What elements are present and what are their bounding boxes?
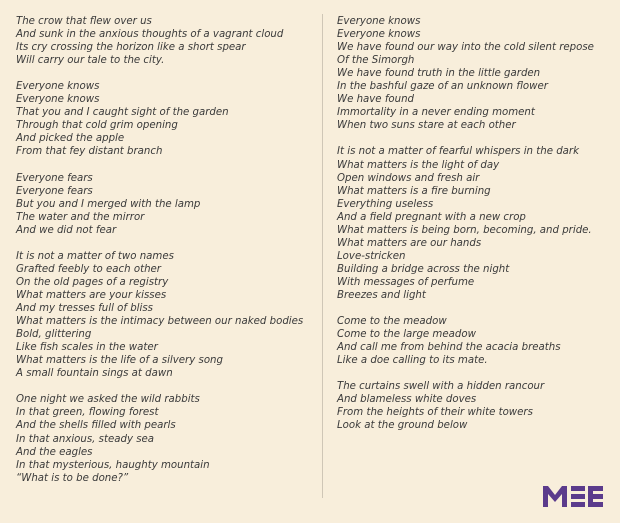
- poem-line: The curtains swell with a hidden rancour: [337, 381, 545, 393]
- poem-line: On the old pages of a registry: [16, 276, 169, 288]
- poem-line: With messages of perfume: [337, 276, 475, 288]
- poem-line: What matters is a fire burning: [337, 185, 491, 197]
- poem-line: Immortality in a never ending moment: [337, 107, 535, 119]
- poem-line: It is not a matter of fearful whispers in the dark: [337, 146, 579, 158]
- poem-line: In that mysterious, haughty mountain: [16, 459, 210, 471]
- poem-line: And a field pregnant with a new crop: [337, 211, 526, 223]
- poem-line: We have found truth in the little garden: [337, 68, 541, 80]
- poem-line: “What is to be done?”: [16, 472, 129, 484]
- poem-line: Everyone knows: [337, 29, 421, 41]
- stanza: [16, 15, 312, 67]
- poem-line: What matters are your kisses: [16, 289, 167, 301]
- poem-line: What matters is the intimacy between our naked bodies: [16, 316, 304, 328]
- poem-line: Of the Simorgh: [337, 55, 415, 67]
- poem-line: Grafted feebly to each other: [16, 263, 161, 275]
- poem-line: What matters are our hands: [337, 237, 482, 249]
- poem-line: When two suns stare at each other: [337, 120, 516, 132]
- poem-line: Breezes and light: [337, 289, 426, 301]
- poem-line: The crow that flew over us: [16, 16, 152, 27]
- stanza: [16, 250, 312, 380]
- poem-line: From the heights of their white towers: [337, 407, 533, 419]
- poem-line: Bold, glittering: [16, 329, 92, 341]
- poem-line: Will carry our tale to the city.: [16, 55, 165, 67]
- poem-line: Like fish scales in the water: [16, 342, 158, 354]
- poem-line: One night we asked the wild rabbits: [16, 394, 200, 406]
- poem-line: And picked the apple: [16, 133, 125, 145]
- poem-line: Everyone fears: [16, 185, 93, 197]
- stanza: [337, 15, 607, 132]
- poem-right-column: [337, 15, 607, 446]
- stanza: [16, 172, 312, 237]
- poem-line: And sunk in the anxious thoughts of a vagrant cloud: [16, 29, 284, 41]
- poem-line: And blameless white doves: [337, 394, 477, 406]
- poem-line: Through that cold grim opening: [16, 120, 178, 132]
- poem-line: Everyone knows: [16, 81, 100, 93]
- poem-line: Come to the meadow: [337, 316, 447, 328]
- poem-line: But you and I merged with the lamp: [16, 198, 201, 210]
- stanza: [337, 380, 607, 432]
- poem-line: Come to the large meadow: [337, 329, 476, 341]
- stanza: [337, 145, 607, 302]
- poem-line: In that green, flowing forest: [16, 407, 159, 419]
- poem-line: What matters is being born, becoming, and pride.: [337, 224, 592, 236]
- poem-line: And we did not fear: [16, 224, 117, 236]
- stanza: [337, 315, 607, 367]
- column-divider: [322, 14, 323, 498]
- poem-left-column: [16, 15, 312, 498]
- poem-line: From that fey distant branch: [16, 146, 163, 158]
- stanza: [16, 80, 312, 158]
- poem-line: Everything useless: [337, 198, 434, 210]
- poem-line: A small fountain sings at dawn: [16, 368, 173, 380]
- poem-line: Open windows and fresh air: [337, 172, 480, 184]
- poem-line: It is not a matter of two names: [16, 250, 174, 262]
- poem-line: Love-stricken: [337, 250, 406, 262]
- poem-line: What matters is the life of a silvery song: [16, 355, 223, 367]
- poem-line: And my tresses full of bliss: [16, 303, 153, 315]
- poem-line: Everyone knows: [16, 94, 100, 106]
- poem-line: And the shells filled with pearls: [16, 420, 176, 432]
- poem-line: We have found our way into the cold silent repose: [337, 42, 594, 54]
- stanza: [16, 393, 312, 484]
- poem-line: Everyone knows: [337, 16, 421, 27]
- poem-line: In the bashful gaze of an unknown flower: [337, 81, 548, 93]
- poem-line: Its cry crossing the horizon like a short spear: [16, 42, 246, 54]
- poem-line: What matters is the light of day: [337, 159, 500, 171]
- poem-line: Building a bridge across the night: [337, 263, 510, 275]
- poem-line: Look at the ground below: [337, 420, 468, 432]
- poem-line: That you and I caught sight of the garden: [16, 107, 229, 119]
- poem-line: We have found: [337, 94, 415, 106]
- mee-logo: [542, 484, 604, 508]
- poem-line: And the eagles: [16, 446, 93, 458]
- poem-line: In that anxious, steady sea: [16, 433, 155, 445]
- poem-line: And call me from behind the acacia breaths: [337, 342, 561, 354]
- poem-line: Like a doe calling to its mate.: [337, 355, 488, 367]
- poem-line: Everyone fears: [16, 172, 93, 184]
- poem-line: The water and the mirror: [16, 211, 145, 223]
